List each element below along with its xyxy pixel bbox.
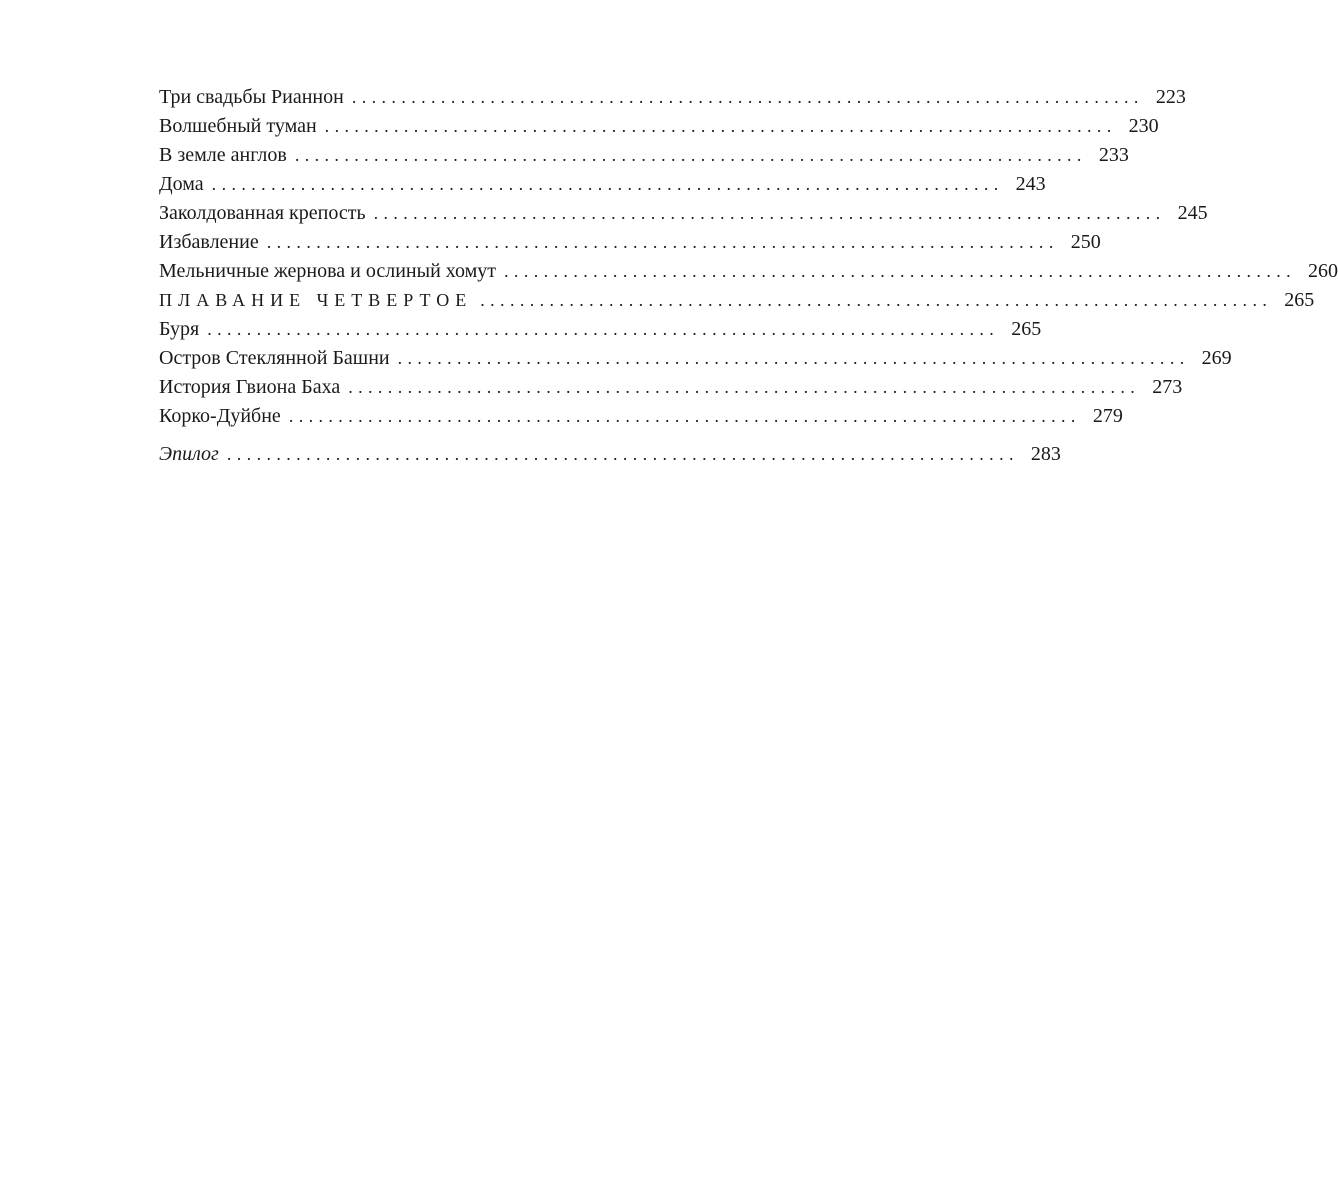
table-of-contents: [159, 83, 1338, 469]
toc-entry-title: Буря: [159, 318, 200, 340]
dot-leader: ................................................................................: [211, 174, 1004, 194]
toc-entry-title: ПЛАВАНИЕ ЧЕТВЕРТОЕ: [159, 290, 473, 310]
toc-entry: [159, 344, 1232, 373]
toc-entry-title: Волшебный туман: [159, 115, 317, 137]
toc-entry-page: 279: [1092, 405, 1123, 427]
toc-entry-page: 230: [1128, 115, 1159, 137]
dot-leader: ................................................................................: [294, 145, 1087, 165]
toc-entry-title: Дома: [159, 173, 204, 195]
dot-leader: ................................................................................: [207, 319, 1000, 339]
toc-entry-page: 260: [1308, 260, 1338, 282]
toc-entry: [159, 112, 1159, 141]
dot-leader: ................................................................................: [351, 87, 1144, 107]
toc-entry-title: В земле англов: [159, 144, 287, 166]
toc-entry-title: Мельничные жернова и ослиный хомут: [159, 260, 497, 282]
toc-entry-title: Избавление: [159, 231, 259, 253]
toc-entry-page: 265: [1011, 318, 1042, 340]
toc-entry-title: Остров Стеклянной Башни: [159, 347, 390, 369]
toc-entry: [159, 228, 1101, 257]
toc-entry-page: 223: [1155, 86, 1186, 108]
dot-leader: ................................................................................: [348, 377, 1141, 397]
toc-entry-epilogue: [159, 440, 1061, 469]
toc-entry-title: Эпилог: [159, 443, 219, 465]
toc-entry-page: 233: [1098, 144, 1129, 166]
toc-entry-title: Заколдованная крепость: [159, 202, 366, 224]
toc-entry: [159, 315, 1042, 344]
toc-entry-page: 269: [1201, 347, 1232, 369]
toc-section-heading: [159, 286, 1315, 315]
toc-entry: [159, 199, 1208, 228]
toc-entry-page: 250: [1070, 231, 1101, 253]
dot-leader: ................................................................................: [226, 444, 1019, 464]
toc-entry-page: 273: [1152, 376, 1183, 398]
toc-entry: [159, 402, 1123, 431]
toc-entry-title: Корко-Дуйбне: [159, 405, 281, 427]
toc-entry-title: История Гвиона Баха: [159, 376, 341, 398]
toc-entry: [159, 373, 1183, 402]
toc-entry-page: 243: [1015, 173, 1046, 195]
toc-entry: [159, 83, 1186, 112]
dot-leader: ................................................................................: [373, 203, 1166, 223]
dot-leader: ................................................................................: [266, 232, 1059, 252]
dot-leader: ................................................................................: [504, 261, 1297, 281]
dot-leader: ................................................................................: [288, 406, 1081, 426]
toc-entry-title: Три свадьбы Рианнон: [159, 86, 344, 108]
toc-entry: [159, 170, 1046, 199]
toc-entry: [159, 257, 1338, 286]
dot-leader: ................................................................................: [480, 290, 1273, 310]
dot-leader: ................................................................................: [397, 348, 1190, 368]
toc-entry: [159, 141, 1129, 170]
toc-entry-page: 245: [1177, 202, 1208, 224]
dot-leader: ................................................................................: [324, 116, 1117, 136]
toc-entry-page: 283: [1030, 443, 1061, 465]
toc-entry-page: 265: [1284, 289, 1315, 311]
